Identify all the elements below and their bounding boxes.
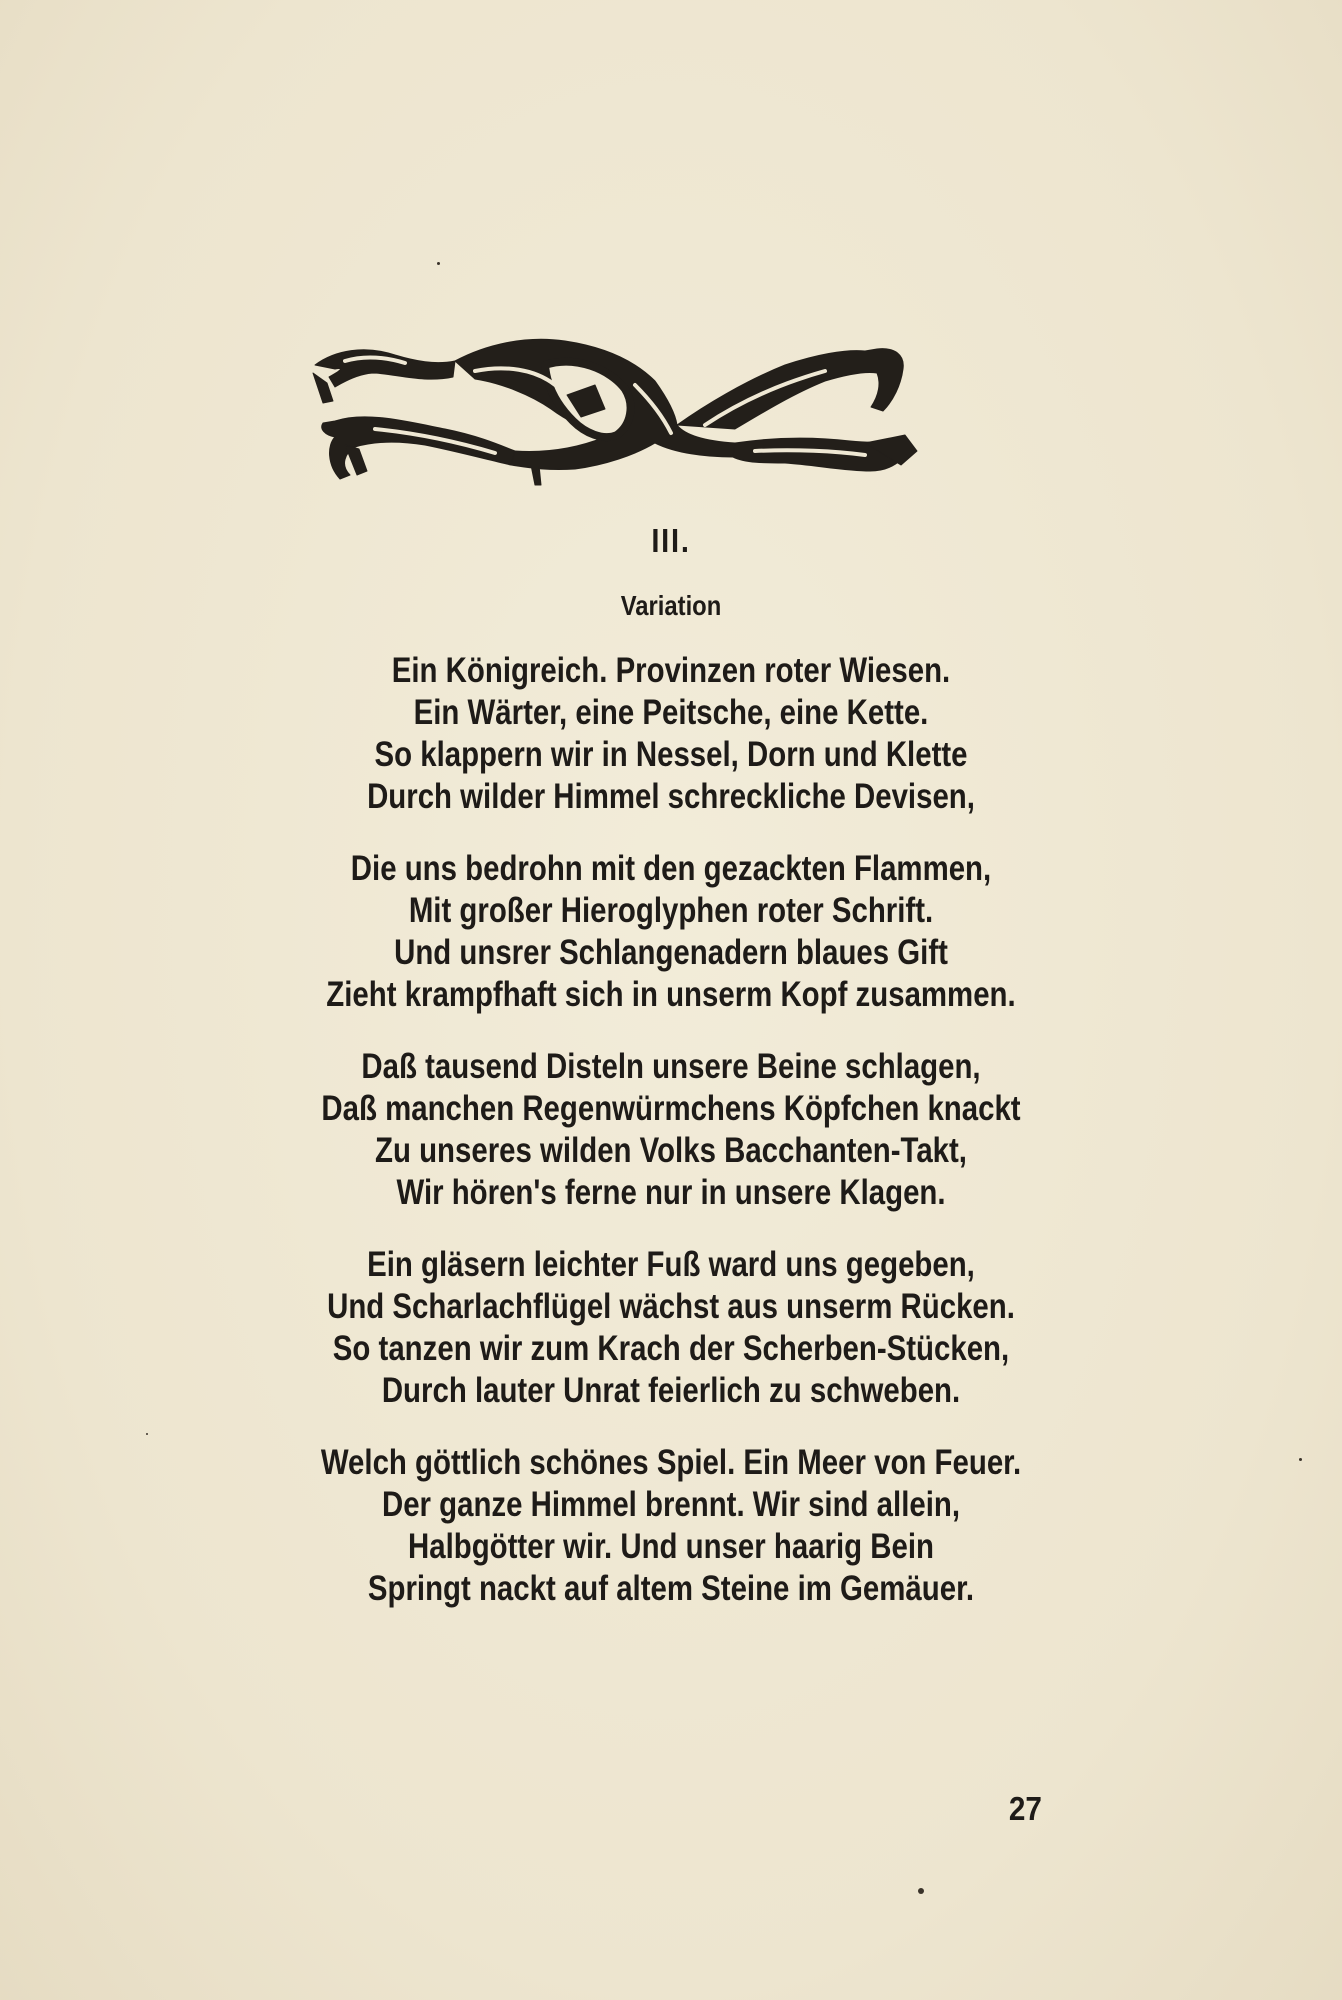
section-numeral: III.	[651, 522, 691, 559]
paper-speck	[146, 1433, 148, 1435]
stanza-1	[0, 650, 1342, 818]
poem-title: Variation	[620, 590, 722, 621]
poem-line: Springt nackt auf altem Steine im Gemäuer.	[367, 1569, 975, 1608]
paper-speck	[1299, 1458, 1302, 1461]
poem-line: Welch göttlich schönes Spiel. Ein Meer von Feuer.	[320, 1443, 1022, 1482]
poem-body	[0, 650, 1342, 1640]
page-number: 27	[1009, 1790, 1043, 1827]
poem-line: Halbgötter wir. Und unser haarig Bein	[407, 1527, 935, 1566]
stanza-3	[0, 1046, 1342, 1214]
poem-line: So tanzen wir zum Krach der Scherben-Stücken,	[332, 1329, 1010, 1368]
poem-line: Der ganze Himmel brennt. Wir sind allein,	[381, 1485, 961, 1524]
paper-speck	[437, 262, 440, 265]
stanza-5	[0, 1442, 1342, 1610]
poem-line: Und unsrer Schlangenadern blaues Gift	[394, 933, 948, 972]
stanza-2	[0, 848, 1342, 1016]
poem-line: Ein gläsern leichter Fuß ward uns gegeben,	[367, 1245, 975, 1284]
poem-line: Daß tausend Disteln unsere Beine schlagen,	[361, 1047, 981, 1086]
paper-speck	[918, 1888, 924, 1894]
poem-line: Zieht krampfhaft sich in unserm Kopf zusammen.	[326, 975, 1016, 1014]
poem-line: Wir hören's ferne nur in unsere Klagen.	[396, 1173, 946, 1212]
poem-line: Daß manchen Regenwürmchens Köpfchen knackt	[321, 1089, 1021, 1128]
poem-line: So klappern wir in Nessel, Dorn und Klette	[374, 735, 968, 774]
poem-line: Und Scharlachflügel wächst aus unserm Rücken.	[327, 1287, 1015, 1326]
poem-line: Mit großer Hieroglyphen roter Schrift.	[408, 891, 934, 930]
poem-line: Ein Königreich. Provinzen roter Wiesen.	[391, 651, 951, 690]
poem-line: Die uns bedrohn mit den gezackten Flammen,	[350, 849, 992, 888]
poem-line: Zu unseres wilden Volks Bacchanten-Takt,	[375, 1131, 967, 1170]
stanza-4	[0, 1244, 1342, 1412]
woodcut-illustration	[305, 325, 925, 493]
poem-line: Ein Wärter, eine Peitsche, eine Kette.	[413, 693, 929, 732]
poem-line: Durch wilder Himmel schreckliche Devisen,	[367, 777, 975, 816]
poem-line: Durch lauter Unrat feierlich zu schweben.	[381, 1371, 961, 1410]
